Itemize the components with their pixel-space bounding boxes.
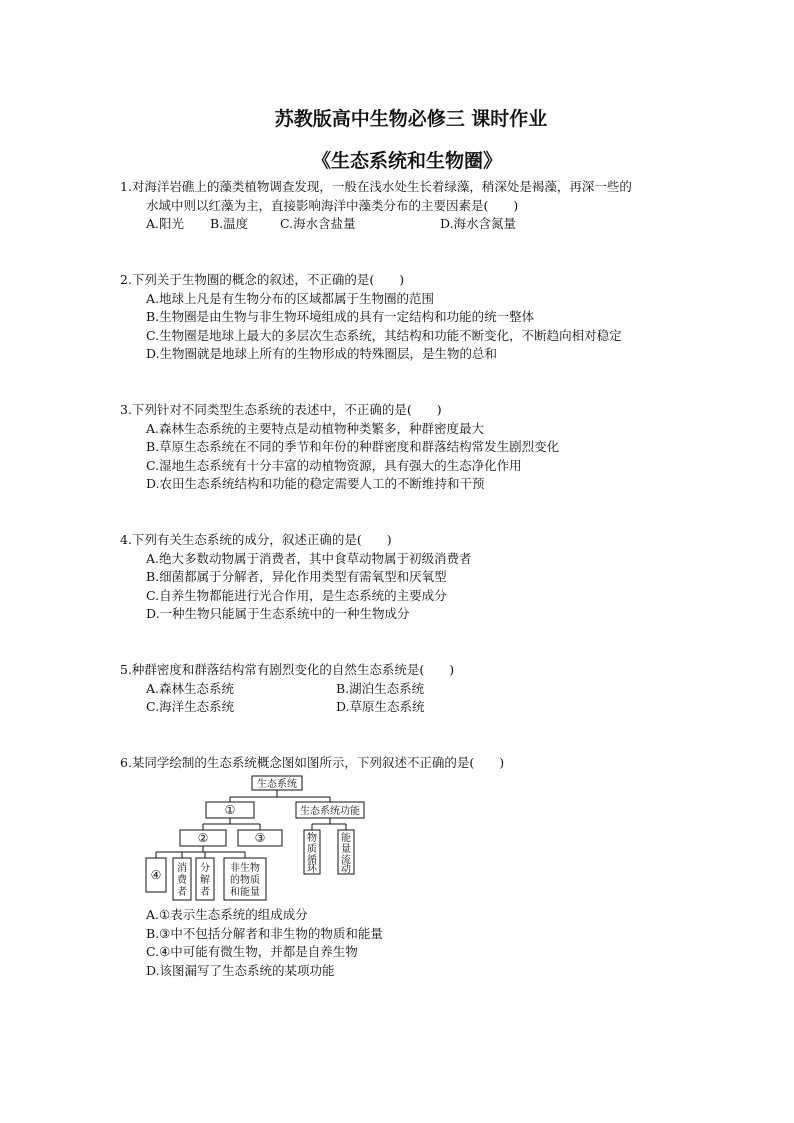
energy-char-1: 能	[341, 833, 351, 844]
node-2-label: ②	[197, 831, 209, 845]
abiotic-line-2: 的物质	[230, 875, 260, 886]
question-5-stem: 5.种群密度和群落结构常有剧烈变化的自然生态系统是( )	[120, 662, 455, 677]
question-6-option-d: D.该图漏写了生态系统的某项功能	[146, 962, 335, 978]
question-2-option-d: D.生物圈就是地球上所有的生物形成的特殊圈层，是生物的总和	[146, 346, 498, 361]
node-1-label: ①	[224, 803, 236, 817]
worksheet-title: 苏教版高中生物必修三 课时作业	[274, 108, 548, 130]
ecosystem-concept-diagram	[140, 774, 380, 906]
question-3-option-c: C.湿地生态系统有十分丰富的动植物资源，具有强大的生态净化作用	[146, 457, 522, 473]
question-5-option-c: C.海洋生态系统	[146, 699, 235, 714]
matter-char-4: 环	[307, 864, 317, 875]
question-6-option-c: C.④中可能有微生物，并都是自养生物	[146, 944, 358, 959]
decomposer-char-1: 分	[200, 863, 210, 874]
consumer-char-3: 者	[177, 887, 187, 898]
function-label: 生态系统功能	[300, 806, 360, 817]
question-1	[120, 178, 632, 234]
question-6-stem: 6.某同学绘制的生态系统概念图如图所示，下列叙述不正确的是( )	[120, 755, 505, 770]
matter-char-2: 质	[307, 844, 317, 855]
question-1-stem: 1.对海洋岩礁上的藻类植物调查发现，一般在浅水处生长着绿藻，稍深处是褐藻，再深一些的	[120, 179, 632, 194]
question-2-option-a: A.地球上凡是有生物分布的区域都属于生物圈的范围	[146, 290, 435, 306]
node-4-label: ④	[150, 868, 162, 882]
question-2-option-c: C.生物圈是地球上最大的多层次生态系统，其结构和功能不断变化，不断趋向相对稳定	[146, 327, 622, 343]
energy-char-2: 量	[341, 844, 351, 855]
question-2-stem: 2.下列关于生物圈的概念的叙述，不正确的是( )	[120, 272, 405, 287]
question-6-option-b: B.③中不包括分解者和非生物的物质和能量	[146, 925, 383, 941]
question-5-options-row-1	[146, 680, 454, 699]
question-1-option-a: A.阳光	[146, 216, 185, 231]
root-label: 生态系统	[257, 779, 297, 790]
question-3-option-d: D.农田生态系统结构和功能的稳定需要人工的不断维持和干预	[146, 476, 485, 491]
question-3-option-b: B.草原生态系统在不同的季节和年份的种群密度和群落结构常发生剧烈变化	[146, 439, 560, 454]
abiotic-line-3: 和能量	[230, 887, 260, 898]
question-1-option-c: C.海水含盐量	[280, 216, 356, 231]
matter-char-3: 循	[307, 855, 317, 866]
energy-char-3: 流	[341, 855, 351, 866]
question-2	[120, 271, 622, 364]
decomposer-char-2: 解	[200, 875, 210, 886]
question-4-option-b: B.细菌都属于分解者，异化作用类型有需氧型和厌氧型	[146, 569, 447, 584]
question-3-option-a: A.森林生态系统的主要特点是动植物种类繁多，种群密度最大	[146, 420, 485, 436]
question-5-option-d: D.草原生态系统	[336, 699, 425, 714]
node-3-label: ③	[254, 831, 266, 845]
question-6-option-a: A.①表示生态系统的组成成分	[146, 907, 308, 922]
question-5-option-a: A.森林生态系统	[146, 680, 235, 696]
question-1-stem-continued: 水域中则以红藻为主，直接影响海洋中藻类分布的主要因素是( )	[146, 197, 519, 213]
question-4-option-a: A.绝大多数动物属于消费者，其中食草动物属于初级消费者	[146, 550, 472, 566]
matter-char-1: 物	[307, 833, 317, 844]
question-4	[120, 531, 472, 624]
question-2-option-b: B.生物圈是由生物与非生物环境组成的具有一定结构和功能的统一整体	[146, 309, 535, 324]
worksheet-subtitle: 《生态系统和生物圈》	[311, 150, 502, 172]
energy-char-4: 动	[341, 864, 351, 875]
abiotic-line-1: 非生物	[230, 863, 260, 874]
question-5-options-row-2	[146, 698, 454, 717]
question-4-option-d: D.一种生物只能属于生态系统中的一种生物成分	[146, 606, 410, 621]
consumer-char-2: 费	[177, 875, 187, 886]
question-6	[120, 754, 504, 773]
question-6-options	[120, 906, 383, 980]
question-4-option-c: C.自养生物都能进行光合作用，是生态系统的主要成分	[146, 587, 447, 603]
question-5-option-b: B.湖泊生态系统	[336, 680, 425, 696]
question-1-option-d: D.海水含氮量	[440, 216, 517, 231]
question-1-option-b: B.温度	[210, 216, 249, 231]
consumer-char-1: 消	[177, 863, 187, 874]
question-3	[120, 401, 559, 494]
question-5	[120, 661, 454, 717]
question-1-options	[146, 215, 632, 234]
question-4-stem: 4.下列有关生态系统的成分，叙述正确的是( )	[120, 532, 392, 547]
question-3-stem: 3.下列针对不同类型生态系统的表述中，不正确的是( )	[120, 402, 442, 417]
decomposer-char-3: 者	[200, 887, 210, 898]
